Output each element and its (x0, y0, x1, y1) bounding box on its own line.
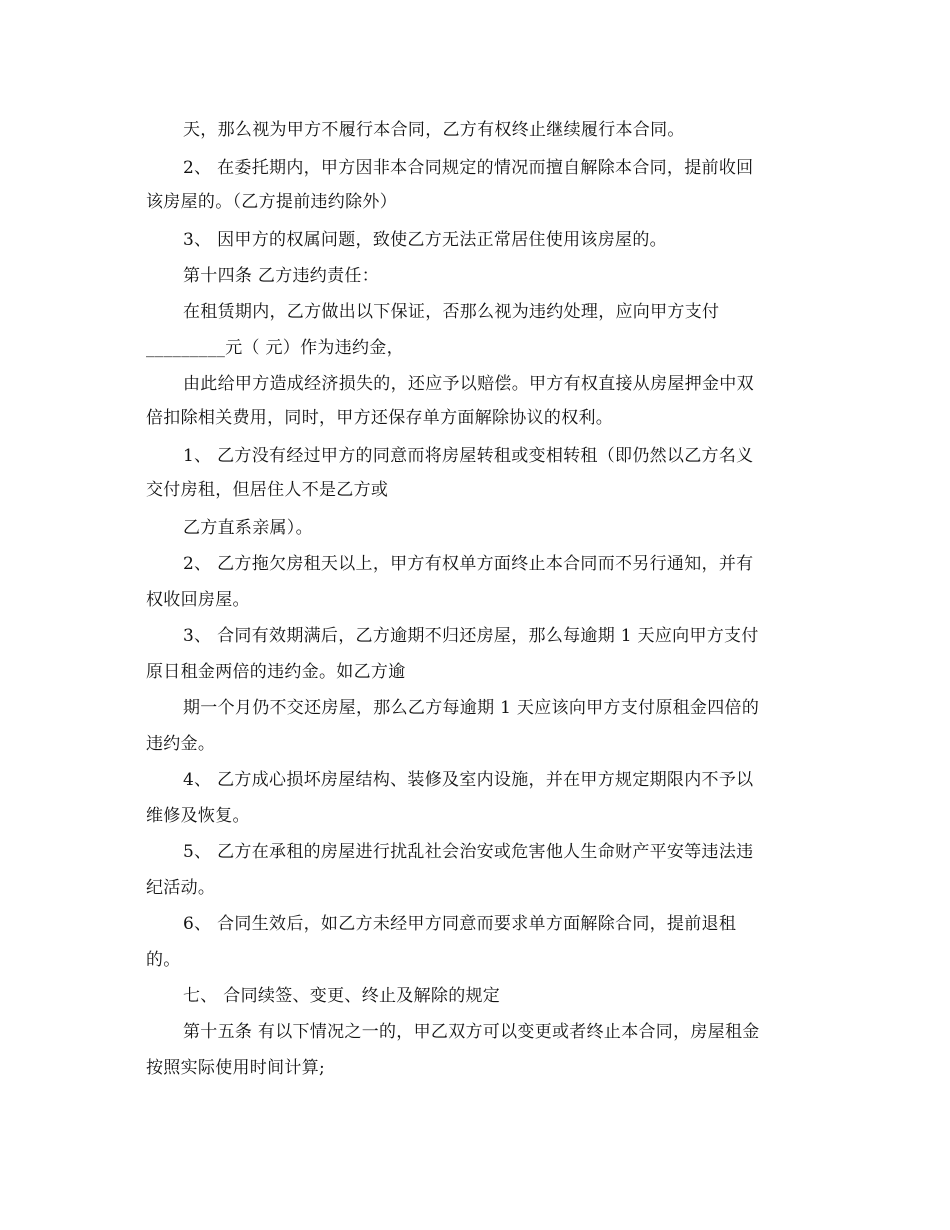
paragraph-line-23: 6、 合同生效后，如乙方未经甲方同意而要求单方面解除合同，提前退租 (183, 914, 737, 934)
paragraph-line-3: 该房屋的。（乙方提前违约除外） (146, 192, 397, 212)
paragraph-line-4: 3、 因甲方的权属问题，致使乙方无法正常居住使用该房屋的。 (183, 230, 667, 250)
paragraph-line-6: 在租赁期内，乙方做出以下保证，否那么视为违约处理，应向甲方支付 (183, 302, 720, 322)
paragraph-line-2: 2、 在委托期内，甲方因非本合同规定的情况而擅自解除本合同，提前收回 (183, 158, 754, 178)
paragraph-line-27: 按照实际使用时间计算; (146, 1058, 326, 1078)
paragraph-line-22: 纪活动。 (146, 878, 216, 898)
paragraph-line-18: 违约金。 (146, 734, 216, 754)
paragraph-line-1: 天，那么视为甲方不履行本合同，乙方有权终止继续履行本合同。 (183, 120, 685, 140)
paragraph-line-12: 乙方直系亲属）。 (183, 518, 313, 538)
paragraph-line-21: 5、 乙方在承租的房屋进行扰乱社会治安或危害他人生命财产平安等违法违 (183, 842, 754, 862)
paragraph-line-10: 1、 乙方没有经过甲方的同意而将房屋转租或变相转租（即仍然以乙方名义 (183, 446, 754, 466)
paragraph-line-16: 原日租金两倍的违约金。如乙方逾 (146, 662, 406, 682)
paragraph-line-19: 4、 乙方成心损坏房屋结构、装修及室内设施，并在甲方规定期限内不予以 (183, 770, 754, 790)
section-7-heading: 七、 合同续签、变更、终止及解除的规定 (183, 986, 501, 1006)
paragraph-line-11: 交付房租，但居住人不是乙方或 (146, 480, 389, 500)
article-15-heading: 第十五条 有以下情况之一的，甲乙双方可以变更或者终止本合同，房屋租金 (183, 1022, 760, 1042)
paragraph-line-9: 倍扣除相关费用，同时，甲方还保存单方面解除协议的权利。 (146, 408, 614, 428)
paragraph-line-24: 的。 (146, 950, 181, 970)
paragraph-line-14: 权收回房屋。 (146, 590, 250, 610)
paragraph-line-17: 期一个月仍不交还房屋，那么乙方每逾期 1 天应该向甲方支付原租金四倍的 (183, 698, 760, 718)
paragraph-line-13: 2、 乙方拖欠房租天以上，甲方有权单方面终止本合同而不另行通知，并有 (183, 554, 754, 574)
paragraph-line-20: 维修及恢复。 (146, 806, 250, 826)
paragraph-line-15: 3、 合同有效期满后，乙方逾期不归还房屋，那么每逾期 1 天应向甲方支付 (183, 626, 759, 646)
penalty-amount-line: _________元（ 元）作为违约金， (146, 338, 404, 358)
paragraph-line-8: 由此给甲方造成经济损失的，还应予以赔偿。甲方有权直接从房屋押金中双 (183, 374, 754, 394)
article-14-heading: 第十四条 乙方违约责任： (183, 266, 380, 286)
